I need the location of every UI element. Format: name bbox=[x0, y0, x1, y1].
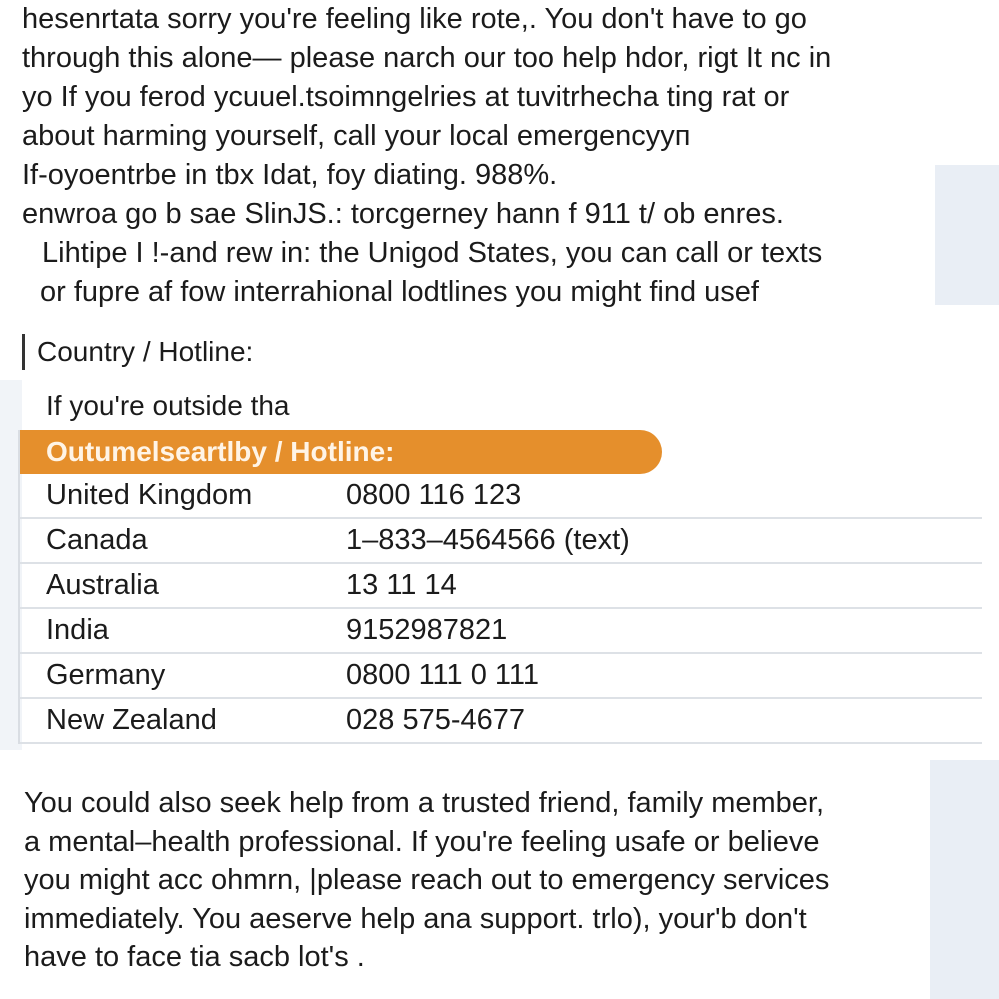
hotline-cell: 13 11 14 bbox=[346, 569, 457, 601]
country-hotline-heading: Country / Hotline: bbox=[22, 334, 253, 370]
intro-line: If-oyoentrbe in tbx Idat, foy diating. 988%. bbox=[22, 159, 558, 191]
outro-line: have to face tia sacb lot's . bbox=[24, 941, 365, 973]
table-header: Outumelseartlby / Hotline: bbox=[20, 430, 640, 474]
intro-paragraph bbox=[22, 0, 982, 312]
country-cell: Australia bbox=[46, 569, 159, 601]
outro-line: You could also seek help from a trusted friend, family member, bbox=[24, 787, 825, 819]
country-cell: New Zealand bbox=[46, 704, 217, 736]
intro-line: about harming yourself, call your local emergencyyп bbox=[22, 120, 691, 152]
intro-line: enwroa go b sae SlinJS.: torcgerney hann f 911 t/ ob enres. bbox=[22, 198, 784, 230]
outro-line: immediately. You aeserve help ana support. trlo), your'b don't bbox=[24, 902, 807, 935]
table-row bbox=[20, 474, 982, 519]
intro-line: through this alone— please narch our too help hdor, rigt It nc in bbox=[22, 42, 832, 74]
country-cell: India bbox=[46, 614, 109, 646]
hotline-cell: 028 575-4677 bbox=[346, 704, 525, 736]
intro-line: hesenrtata sorry you're feeling like rote,. You don't have to go bbox=[22, 3, 807, 35]
hotline-cell: 1–833–4564566 (text) bbox=[346, 524, 630, 556]
outro-paragraph bbox=[24, 784, 964, 977]
intro-line: yo If you ferod ycuuel.tsoimngelries at tuvitrhecha ting rat or bbox=[22, 81, 790, 113]
hotline-cell: 9152987821 bbox=[346, 614, 508, 646]
hotline-table bbox=[18, 430, 982, 744]
intro-line: Lihtipe I !-and rew in: the Unigod States, you can call or texts bbox=[42, 237, 823, 269]
table-row bbox=[20, 699, 982, 744]
outro-line: you might acc ohmrn, |please reach out to emergency services bbox=[24, 864, 830, 896]
table-row bbox=[20, 654, 982, 699]
intro-line: or fupre af fow interrahional lodtlines you might find usef bbox=[40, 276, 759, 308]
country-cell: Canada bbox=[46, 524, 148, 556]
table-row bbox=[20, 564, 982, 609]
outside-note: If you're outside tha bbox=[46, 390, 290, 421]
table-row bbox=[20, 609, 982, 654]
outro-line: a mental–health professional. If you're feeling usafe or believe bbox=[24, 825, 820, 858]
hotline-cell: 0800 111 0 111 bbox=[346, 659, 539, 691]
hotline-cell: 0800 116 123 bbox=[346, 479, 522, 511]
country-cell: Germany bbox=[46, 659, 166, 691]
table-row bbox=[20, 519, 982, 564]
country-cell: United Kingdom bbox=[46, 479, 253, 511]
